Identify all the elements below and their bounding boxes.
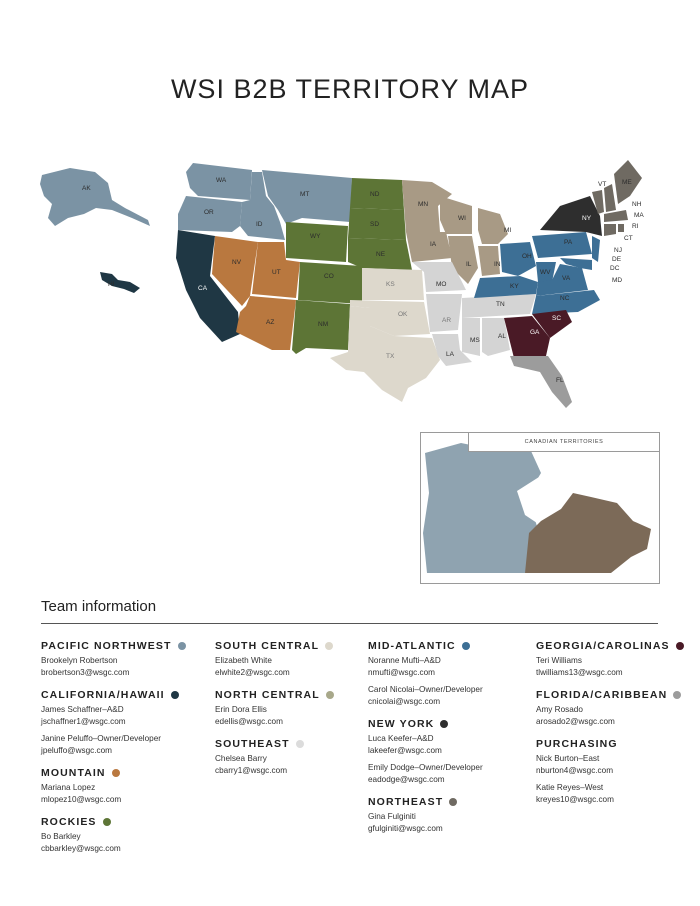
- contact-name: Nick Burton–East: [536, 754, 600, 763]
- contact-email[interactable]: gfulginiti@wsgc.com: [368, 824, 443, 833]
- state-wi: [440, 196, 472, 234]
- territory-group: [536, 689, 684, 728]
- contact: [536, 753, 684, 777]
- svg-text:KY: KY: [510, 283, 519, 290]
- svg-text:HI: HI: [108, 281, 115, 288]
- contact-email[interactable]: kreyes10@wsgc.com: [536, 795, 614, 804]
- contact-name: James Schaffner–A&D: [41, 705, 124, 714]
- territory-name: SOUTH CENTRAL: [215, 640, 320, 652]
- territory-color-dot: [462, 642, 470, 650]
- svg-text:ND: ND: [370, 191, 380, 198]
- svg-text:FL: FL: [556, 377, 564, 384]
- contact: [215, 753, 334, 777]
- svg-text:NC: NC: [560, 295, 570, 302]
- territory-title: [536, 738, 684, 750]
- contact-email[interactable]: brobertson3@wsgc.com: [41, 668, 130, 677]
- contact-email[interactable]: cbbarkley@wsgc.com: [41, 844, 121, 853]
- state-ar: [426, 294, 462, 332]
- svg-text:AZ: AZ: [266, 319, 275, 326]
- svg-text:MO: MO: [436, 281, 447, 288]
- territory-color-dot: [449, 798, 457, 806]
- divider: [41, 623, 658, 624]
- svg-text:GA: GA: [530, 329, 540, 336]
- svg-text:NH: NH: [632, 201, 642, 208]
- team-column: [536, 640, 684, 816]
- state-wy: [286, 222, 348, 262]
- territory-group: [215, 640, 334, 679]
- state-nh: [604, 184, 616, 212]
- territory-name: NORTHEAST: [368, 796, 444, 808]
- contact-name: Teri Williams: [536, 656, 582, 665]
- svg-text:VA: VA: [562, 275, 571, 282]
- contact: [536, 782, 684, 806]
- contact-email[interactable]: nmufti@wsgc.com: [368, 668, 436, 677]
- svg-text:NE: NE: [376, 251, 386, 258]
- svg-text:DE: DE: [612, 256, 622, 263]
- contact: [215, 655, 334, 679]
- territory-group: [368, 718, 483, 786]
- contact-name: Emily Dodge–Owner/Developer: [368, 763, 483, 772]
- territory-color-dot: [112, 769, 120, 777]
- contact-email[interactable]: edellis@wsgc.com: [215, 717, 283, 726]
- svg-text:ID: ID: [256, 221, 263, 228]
- territory-title: [41, 767, 186, 779]
- svg-text:OK: OK: [398, 311, 408, 318]
- territory-name: CALIFORNIA/HAWAII: [41, 689, 165, 701]
- contact-name: Elizabeth White: [215, 656, 272, 665]
- team-column: [215, 640, 334, 787]
- contact-name: Katie Reyes–West: [536, 783, 604, 792]
- svg-text:MA: MA: [634, 212, 644, 219]
- state-ia: [406, 232, 452, 262]
- territory-title: [41, 816, 186, 828]
- svg-text:OH: OH: [522, 253, 532, 260]
- territory-group: [368, 640, 483, 708]
- svg-text:MD: MD: [612, 277, 623, 284]
- territory-color-dot: [440, 720, 448, 728]
- territory-group: [41, 767, 186, 806]
- contact: [41, 655, 186, 679]
- svg-text:TX: TX: [386, 353, 395, 360]
- contact: [215, 704, 334, 728]
- svg-text:KS: KS: [386, 281, 395, 288]
- territory-name: NORTH CENTRAL: [215, 689, 320, 701]
- territory-color-dot: [673, 691, 681, 699]
- territory-group: [41, 816, 186, 855]
- contact-name: Chelsea Barry: [215, 754, 267, 763]
- contact-name: Mariana Lopez: [41, 783, 96, 792]
- contact: [536, 704, 684, 728]
- svg-text:WV: WV: [540, 269, 551, 276]
- svg-text:UT: UT: [272, 269, 281, 276]
- contact-email[interactable]: cnicolai@wsgc.com: [368, 697, 441, 706]
- svg-text:IA: IA: [430, 241, 437, 248]
- territory-name: GEORGIA/CAROLINAS: [536, 640, 670, 652]
- state-ak: [40, 168, 150, 226]
- contact: [41, 831, 186, 855]
- state-co: [298, 262, 362, 304]
- svg-text:WA: WA: [216, 177, 227, 184]
- contact-name: Gina Fulginiti: [368, 812, 416, 821]
- svg-text:NJ: NJ: [614, 247, 622, 254]
- contact-name: Janine Peluffo–Owner/Developer: [41, 734, 162, 743]
- territory-name: FLORIDA/CARIBBEAN: [536, 689, 668, 701]
- svg-text:IN: IN: [494, 261, 501, 268]
- svg-text:CO: CO: [324, 273, 334, 280]
- contact: [368, 762, 483, 786]
- contact: [41, 782, 186, 806]
- canada-inset: [420, 432, 660, 584]
- svg-text:NM: NM: [318, 321, 329, 328]
- canada-map: [421, 433, 659, 583]
- contact: [41, 704, 186, 728]
- territory-color-dot: [103, 818, 111, 826]
- contact-email[interactable]: elwhite2@wsgc.com: [215, 668, 290, 677]
- state-pa: [532, 232, 592, 258]
- state-mi: [478, 208, 508, 244]
- contact-name: Bo Barkley: [41, 832, 81, 841]
- contact: [368, 733, 483, 757]
- canada-inset-title: CANADIAN TERRITORIES: [468, 432, 660, 452]
- territory-color-dot: [325, 642, 333, 650]
- territory-name: SOUTHEAST: [215, 738, 290, 750]
- territory-color-dot: [178, 642, 186, 650]
- contact-name: Carol Nicolai–Owner/Developer: [368, 685, 483, 694]
- svg-text:AL: AL: [498, 333, 506, 340]
- territory-color-dot: [676, 642, 684, 650]
- state-ri: [618, 224, 624, 232]
- territory-title: [536, 640, 684, 652]
- contact-name: Noranne Mufti–A&D: [368, 656, 441, 665]
- contact-name: Erin Dora Ellis: [215, 705, 267, 714]
- svg-text:MS: MS: [470, 337, 480, 344]
- contact-name: Brookelyn Robertson: [41, 656, 118, 665]
- svg-text:NY: NY: [582, 215, 592, 222]
- territory-title: [215, 689, 334, 701]
- svg-text:LA: LA: [446, 351, 454, 358]
- territory-color-dot: [326, 691, 334, 699]
- territory-name: PACIFIC NORTHWEST: [41, 640, 172, 652]
- territory-color-dot: [171, 691, 179, 699]
- territory-name: ROCKIES: [41, 816, 97, 828]
- svg-text:NV: NV: [232, 259, 242, 266]
- territory-group: [536, 738, 684, 806]
- svg-text:OR: OR: [204, 209, 214, 216]
- svg-text:TN: TN: [496, 301, 505, 308]
- svg-text:WI: WI: [458, 215, 466, 222]
- contact-email[interactable]: arosado2@wsgc.com: [536, 717, 615, 726]
- contact: [368, 811, 483, 835]
- territory-name: MID-ATLANTIC: [368, 640, 456, 652]
- territory-title: [215, 640, 334, 652]
- territory-title: [368, 640, 483, 652]
- state-ny: [540, 196, 602, 236]
- territory-group: [41, 689, 186, 757]
- contact-email[interactable]: mlopez10@wsgc.com: [41, 795, 122, 804]
- svg-text:CA: CA: [198, 285, 208, 292]
- svg-text:VT: VT: [598, 181, 607, 188]
- territory-color-dot: [296, 740, 304, 748]
- svg-text:AK: AK: [82, 185, 91, 192]
- territory-group: [215, 738, 334, 777]
- svg-text:PA: PA: [564, 239, 573, 246]
- territory-title: [215, 738, 334, 750]
- state-ct: [604, 224, 616, 236]
- contact-name: Amy Rosado: [536, 705, 583, 714]
- svg-text:IL: IL: [466, 261, 472, 268]
- page-title: WSI B2B TERRITORY MAP: [170, 74, 530, 104]
- contact: [41, 733, 186, 757]
- territory-group: [41, 640, 186, 679]
- svg-text:MT: MT: [300, 191, 310, 198]
- svg-text:CT: CT: [624, 235, 633, 242]
- territory-group: [368, 796, 483, 835]
- state-hi: [100, 272, 140, 293]
- svg-text:AR: AR: [442, 317, 452, 324]
- contact-email[interactable]: tlwilliams13@wsgc.com: [536, 668, 623, 677]
- territory-title: [368, 796, 483, 808]
- contact: [368, 684, 483, 708]
- team-column: [368, 640, 483, 845]
- state-nj: [592, 236, 600, 262]
- svg-text:DC: DC: [610, 265, 620, 272]
- territory-title: [41, 689, 186, 701]
- team-info-heading: Team information: [41, 598, 157, 615]
- contact-email[interactable]: lakeefer@wsgc.com: [368, 746, 442, 755]
- svg-text:MI: MI: [504, 227, 512, 234]
- territory-name: MOUNTAIN: [41, 767, 106, 779]
- svg-text:MN: MN: [418, 201, 429, 208]
- territory-title: [41, 640, 186, 652]
- svg-text:ME: ME: [622, 179, 632, 186]
- territory-name: PURCHASING: [536, 738, 618, 750]
- territory-name: NEW YORK: [368, 718, 435, 730]
- contact-email[interactable]: nburton4@wsgc.com: [536, 766, 614, 775]
- contact-email[interactable]: cbarry1@wsgc.com: [215, 766, 288, 775]
- svg-text:WY: WY: [310, 233, 321, 240]
- contact-email[interactable]: jpeluffo@wsgc.com: [41, 746, 112, 755]
- contact-email[interactable]: jschaffner1@wsgc.com: [41, 717, 126, 726]
- territory-title: [368, 718, 483, 730]
- territory-group: [215, 689, 334, 728]
- contact: [536, 655, 684, 679]
- svg-text:SD: SD: [370, 221, 380, 228]
- state-ma: [604, 210, 628, 222]
- svg-text:SC: SC: [552, 315, 562, 322]
- svg-text:RI: RI: [632, 223, 639, 230]
- territory-title: [536, 689, 684, 701]
- contact-name: Luca Keefer–A&D: [368, 734, 434, 743]
- territory-group: [536, 640, 684, 679]
- contact-email[interactable]: eadodge@wsgc.com: [368, 775, 445, 784]
- contact: [368, 655, 483, 679]
- team-column: [41, 640, 186, 865]
